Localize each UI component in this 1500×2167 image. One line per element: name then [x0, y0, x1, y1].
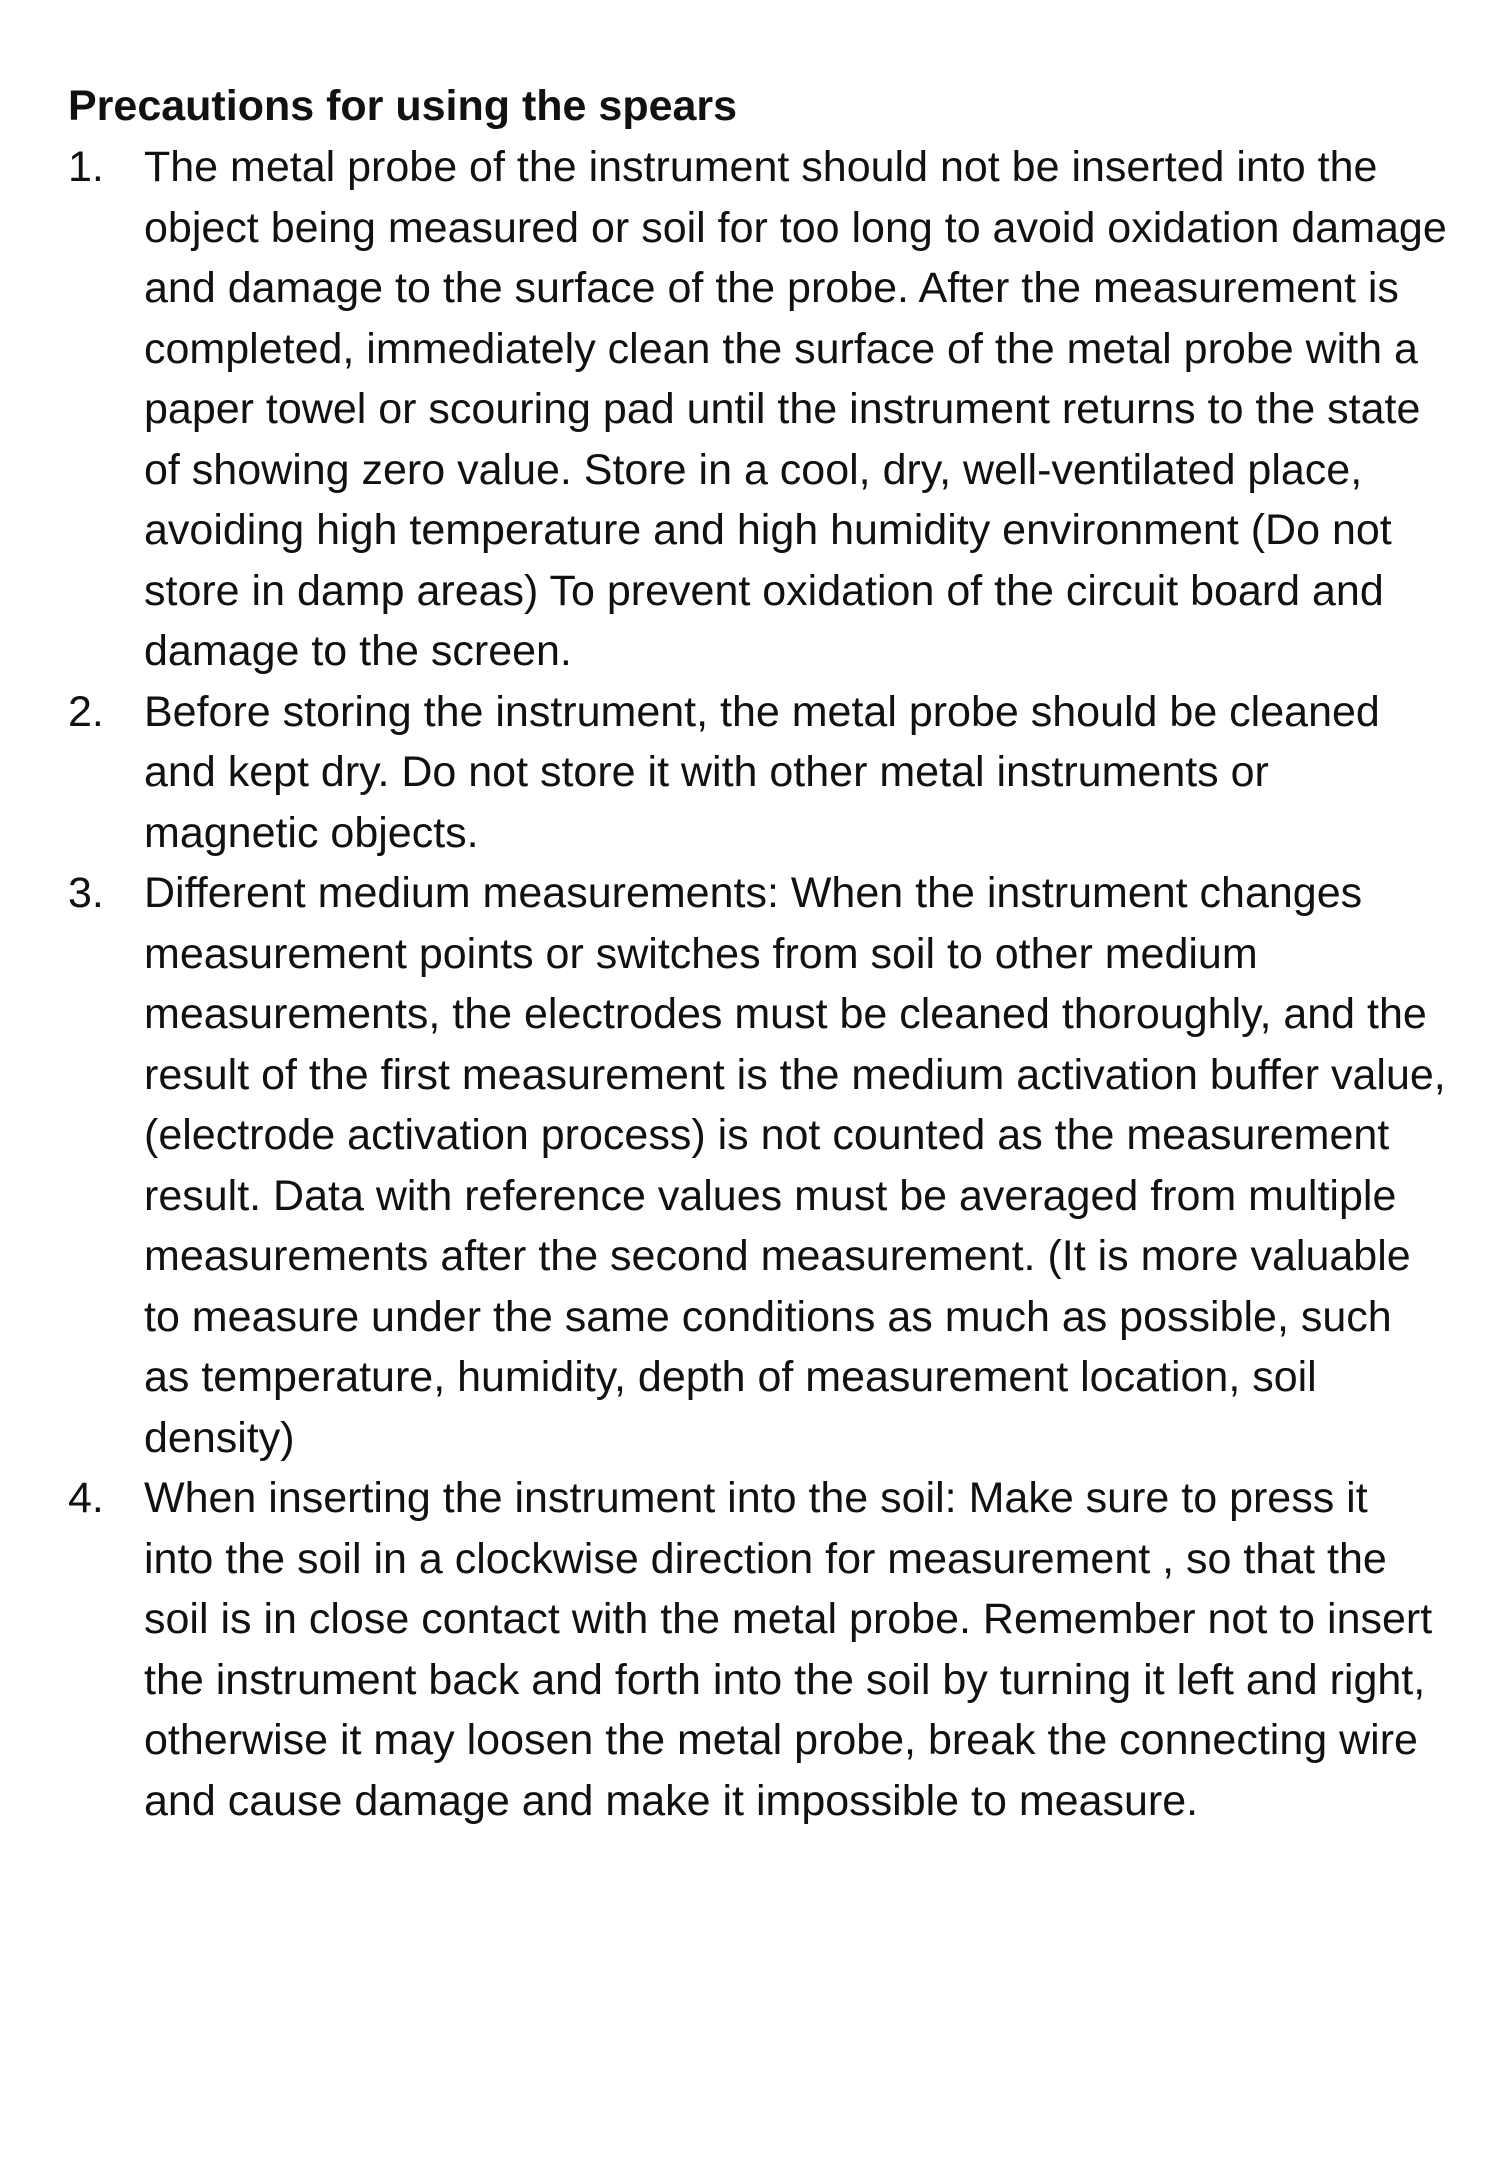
- list-item-number: 4.: [68, 1474, 104, 1522]
- document-title: Precautions for using the spears: [68, 82, 738, 130]
- list-item: [68, 863, 1448, 1468]
- list-item-number: 3.: [68, 869, 104, 917]
- document-page: [68, 76, 1448, 1831]
- list-item-text: Before storing the instrument, the metal probe should be cleaned and kept dry. Do not store it with other metal instruments or magnetic objects.: [144, 687, 1380, 857]
- list-item: [68, 137, 1448, 682]
- list-item-number: 1.: [68, 143, 104, 191]
- list-item-text: Different medium measurements: When the instrument changes measurement points or switches from soil to other medium measurements, the electrodes must be cleaned thoroughly, and the result of the first measurement is the medium activation buffer value, (electrode activation process) is not counted as the measurement result. Data with reference values must be averaged from multiple measurements after the second measurement. (It is more valuable to measure under the same conditions as much as possible, such as temperature, humidity, depth of measurement location, soil density): [144, 869, 1446, 1462]
- precautions-list: [68, 137, 1448, 1831]
- list-item-number: 2.: [68, 687, 104, 736]
- list-item: [68, 1468, 1448, 1831]
- list-item: [68, 682, 1448, 864]
- list-item-text: The metal probe of the instrument should not be inserted into the object being measured or soil for too long to avoid oxidation damage and damage to the surface of the probe. After the measurement is completed, immediately clean the surface of the metal probe with a paper towel or scouring pad until the instrument returns to the state of showing zero value. Store in a cool, dry, well-ventilated place, avoiding high temperature and high humidity environment (Do not store in damp areas) To prevent oxidation of the circuit board and damage to the screen.: [144, 143, 1447, 675]
- list-item-text: When inserting the instrument into the soil: Make sure to press it into the soil in a clockwise direction for measurement , so that the soil is in close contact with the metal probe. Remember not to insert the instrument back and forth into the soil by turning it left and right, otherwise it may loosen the metal probe, break the connecting wire and cause damage and make it impossible to measure.: [144, 1474, 1433, 1825]
